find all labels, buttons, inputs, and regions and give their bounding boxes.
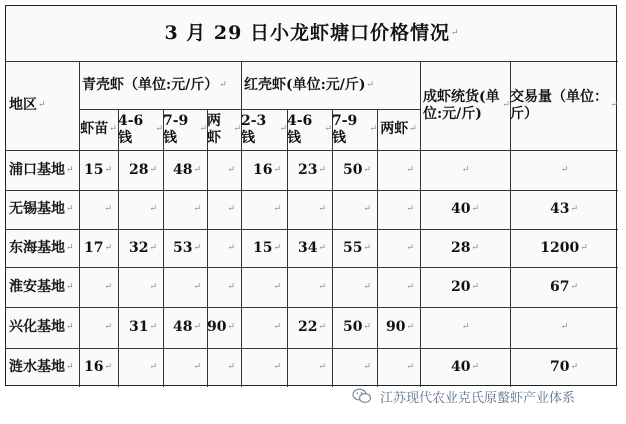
return-mark: ↵	[363, 204, 371, 215]
return-mark: ↵	[193, 322, 201, 333]
price-cell-text: 17	[83, 239, 104, 256]
return-mark: ↵	[570, 204, 579, 215]
price-cell-text: 48	[172, 319, 193, 336]
header-region-text: 地区	[9, 97, 37, 114]
return-mark: ↵	[318, 204, 326, 215]
price-cell	[79, 190, 118, 229]
return-mark: ↵	[149, 281, 157, 292]
return-mark: ↵	[66, 281, 74, 292]
return-mark: ↵	[409, 124, 417, 135]
price-cell-text: 15	[83, 161, 104, 178]
return-mark: ↵	[273, 362, 281, 373]
price-cell	[79, 307, 118, 348]
header-adult-price	[420, 61, 510, 150]
return-mark: ↵	[406, 164, 414, 175]
return-mark: ↵	[369, 124, 377, 135]
header-green-shrimp-text: 青壳虾（单位:元/斤）	[82, 76, 219, 93]
price-cell-text: 90	[385, 319, 406, 336]
return-mark: ↵	[66, 322, 74, 333]
price-cell-text: 48	[172, 161, 193, 178]
return-mark: ↵	[406, 204, 414, 215]
row-region	[6, 267, 79, 307]
header-sub-size	[118, 109, 163, 150]
return-mark: ↵	[104, 242, 112, 253]
price-cell	[118, 307, 163, 348]
return-mark: ↵	[273, 164, 281, 175]
return-mark: ↵	[38, 100, 46, 111]
header-volume	[510, 61, 618, 150]
return-mark: ↵	[363, 362, 371, 373]
row-region	[6, 150, 79, 190]
return-mark: ↵	[502, 100, 510, 111]
return-mark: ↵	[471, 362, 480, 373]
price-cell-text: 20	[450, 278, 471, 295]
price-cell	[510, 267, 618, 307]
return-mark: ↵	[193, 362, 201, 373]
return-mark: ↵	[450, 28, 460, 39]
return-mark: ↵	[104, 281, 112, 292]
price-cell	[163, 190, 207, 229]
price-cell	[118, 150, 163, 190]
return-mark: ↵	[149, 322, 157, 333]
return-mark: ↵	[149, 362, 157, 373]
watermark-text: 江苏现代农业克氏原螯虾产业体系	[380, 390, 576, 406]
return-mark: ↵	[155, 124, 163, 135]
price-cell-text: 1200	[540, 239, 580, 256]
table-title	[6, 6, 618, 61]
row-region	[6, 307, 79, 348]
price-cell-text: 28	[128, 161, 149, 178]
price-cell-text: 70	[549, 359, 570, 376]
return-mark: ↵	[324, 124, 332, 135]
price-cell-text: 50	[342, 319, 363, 336]
row-region	[6, 348, 79, 387]
return-mark: ↵	[318, 164, 326, 175]
return-mark: ↵	[560, 322, 569, 333]
price-cell	[420, 348, 510, 387]
return-mark: ↵	[66, 362, 74, 373]
price-cell-text: 31	[128, 319, 149, 336]
return-mark: ↵	[149, 164, 157, 175]
price-cell	[510, 190, 618, 229]
price-cell	[332, 267, 377, 307]
return-mark: ↵	[406, 322, 414, 333]
return-mark: ↵	[570, 362, 579, 373]
return-mark: ↵	[363, 164, 371, 175]
header-adult-price-text: 成虾统货(单位:元/斤)	[423, 89, 500, 122]
return-mark: ↵	[366, 79, 375, 90]
price-cell	[377, 348, 420, 387]
header-sub-size	[287, 109, 332, 150]
price-cell	[332, 307, 377, 348]
header-sub-size-text: 7-9 钱	[163, 113, 189, 146]
price-cell-text: 16	[252, 161, 273, 178]
price-cell	[377, 229, 420, 267]
price-cell	[207, 190, 241, 229]
price-cell	[377, 267, 420, 307]
return-mark: ↵	[318, 362, 326, 373]
price-cell	[377, 150, 420, 190]
price-cell	[420, 229, 510, 267]
price-cell	[287, 267, 332, 307]
price-cell-text: 53	[172, 239, 193, 256]
price-cell	[163, 229, 207, 267]
return-mark: ↵	[273, 322, 281, 333]
header-sub-size	[241, 109, 287, 150]
price-cell	[163, 348, 207, 387]
row-region-text: 涟水基地	[9, 359, 65, 376]
price-cell	[332, 150, 377, 190]
return-mark: ↵	[471, 204, 480, 215]
return-mark: ↵	[273, 281, 281, 292]
header-green-shrimp	[79, 61, 241, 109]
header-sub-size-text: 4-6 钱	[287, 113, 313, 146]
return-mark: ↵	[66, 242, 74, 253]
table-title-text: 3 月 29 日小龙虾塘口价格情况	[164, 21, 450, 44]
return-mark: ↵	[104, 362, 112, 373]
return-mark: ↵	[193, 204, 201, 215]
price-cell	[207, 150, 241, 190]
price-cell	[118, 229, 163, 267]
price-cell-text: 40	[450, 359, 471, 376]
price-cell	[420, 150, 510, 190]
price-cell	[241, 229, 287, 267]
price-cell	[287, 307, 332, 348]
price-cell-text: 23	[297, 161, 318, 178]
return-mark: ↵	[471, 281, 480, 292]
price-cell	[287, 190, 332, 229]
header-sub-size-text: 4-6 钱	[118, 113, 144, 146]
price-cell	[118, 190, 163, 229]
wechat-icon	[352, 388, 372, 404]
header-sub-size	[332, 109, 377, 150]
return-mark: ↵	[471, 242, 480, 253]
row-region-text: 兴化基地	[9, 319, 65, 336]
price-cell	[207, 267, 241, 307]
return-mark: ↵	[363, 281, 371, 292]
return-mark: ↵	[104, 322, 112, 333]
return-mark: ↵	[406, 281, 414, 292]
price-cell	[420, 307, 510, 348]
price-cell	[207, 348, 241, 387]
return-mark: ↵	[580, 242, 588, 253]
price-cell	[207, 307, 241, 348]
price-cell	[79, 229, 118, 267]
header-region	[6, 61, 79, 150]
return-mark: ↵	[406, 362, 414, 373]
header-sub-size-text: 虾苗	[80, 121, 109, 138]
header-sub-size	[207, 109, 241, 150]
price-table	[5, 5, 617, 386]
price-cell	[79, 348, 118, 387]
price-cell	[332, 190, 377, 229]
return-mark: ↵	[104, 164, 112, 175]
return-mark: ↵	[219, 79, 227, 90]
price-cell	[377, 307, 420, 348]
return-mark: ↵	[227, 362, 235, 373]
price-cell	[420, 267, 510, 307]
price-cell	[287, 229, 332, 267]
price-cell	[332, 229, 377, 267]
price-cell-text: 28	[450, 239, 471, 256]
price-cell	[118, 267, 163, 307]
return-mark: ↵	[193, 281, 201, 292]
return-mark: ↵	[199, 124, 207, 135]
price-cell	[79, 267, 118, 307]
return-mark: ↵	[149, 242, 157, 253]
return-mark: ↵	[363, 322, 371, 333]
return-mark: ↵	[227, 322, 235, 333]
price-cell	[287, 348, 332, 387]
price-cell-text: 16	[83, 359, 104, 376]
return-mark: ↵	[227, 164, 235, 175]
header-sub-size	[79, 109, 118, 150]
return-mark: ↵	[363, 242, 371, 253]
header-volume-text: 交易量（单位：斤）	[510, 89, 608, 122]
price-cell-text: 40	[450, 201, 471, 218]
price-cell-text: 43	[549, 201, 570, 218]
price-cell	[241, 348, 287, 387]
header-red-shrimp-text: 红壳虾(单位:元/斤)	[244, 76, 366, 93]
price-cell	[241, 267, 287, 307]
return-mark: ↵	[66, 204, 74, 215]
price-cell	[510, 307, 618, 348]
price-cell	[510, 348, 618, 387]
price-cell	[510, 150, 618, 190]
price-cell-text: 32	[128, 239, 149, 256]
return-mark: ↵	[193, 164, 201, 175]
return-mark: ↵	[66, 164, 74, 175]
return-mark: ↵	[461, 164, 470, 175]
return-mark: ↵	[273, 204, 281, 215]
price-cell	[207, 229, 241, 267]
price-cell	[163, 267, 207, 307]
return-mark: ↵	[227, 281, 235, 292]
price-cell-text: 67	[549, 278, 570, 295]
header-sub-size-text: 两虾	[207, 113, 221, 146]
return-mark: ↵	[149, 204, 157, 215]
return-mark: ↵	[318, 322, 326, 333]
header-red-shrimp	[241, 61, 420, 109]
row-region-text: 浦口基地	[9, 161, 65, 178]
header-sub-size-text: 两虾	[380, 121, 409, 138]
return-mark: ↵	[279, 124, 287, 135]
price-cell	[241, 190, 287, 229]
price-cell	[420, 190, 510, 229]
price-cell	[241, 307, 287, 348]
price-cell-text: 50	[342, 161, 363, 178]
row-region	[6, 190, 79, 229]
price-cell	[377, 190, 420, 229]
return-mark: ↵	[318, 242, 326, 253]
row-region-text: 无锡基地	[9, 201, 65, 218]
return-mark: ↵	[109, 124, 117, 135]
price-cell	[163, 150, 207, 190]
price-cell	[118, 348, 163, 387]
header-sub-size-text: 2-3 钱	[241, 113, 267, 146]
return-mark: ↵	[233, 124, 241, 135]
return-mark: ↵	[570, 281, 579, 292]
watermark	[352, 385, 622, 407]
header-sub-size-text: 7-9 钱	[332, 113, 358, 146]
price-cell	[510, 229, 618, 267]
return-mark: ↵	[273, 242, 281, 253]
header-sub-size	[377, 109, 420, 150]
return-mark: ↵	[104, 204, 112, 215]
price-cell	[332, 348, 377, 387]
price-cell-text: 22	[297, 319, 318, 336]
row-region-text: 淮安基地	[9, 278, 65, 295]
return-mark: ↵	[227, 204, 235, 215]
price-cell	[241, 150, 287, 190]
return-mark: ↵	[227, 242, 235, 253]
return-mark: ↵	[318, 281, 326, 292]
price-cell-text: 55	[342, 239, 363, 256]
row-region-text: 东海基地	[9, 239, 65, 256]
price-cell-text: 34	[297, 239, 318, 256]
return-mark: ↵	[461, 322, 470, 333]
return-mark: ↵	[406, 242, 414, 253]
price-cell	[79, 150, 118, 190]
return-mark: ↵	[560, 164, 569, 175]
price-cell	[163, 307, 207, 348]
row-region	[6, 229, 79, 267]
header-sub-size	[163, 109, 207, 150]
return-mark: ↵	[193, 242, 201, 253]
price-cell	[287, 150, 332, 190]
price-cell-text: 90	[206, 319, 227, 336]
return-mark: ↵	[610, 100, 618, 111]
price-cell-text: 15	[252, 239, 273, 256]
